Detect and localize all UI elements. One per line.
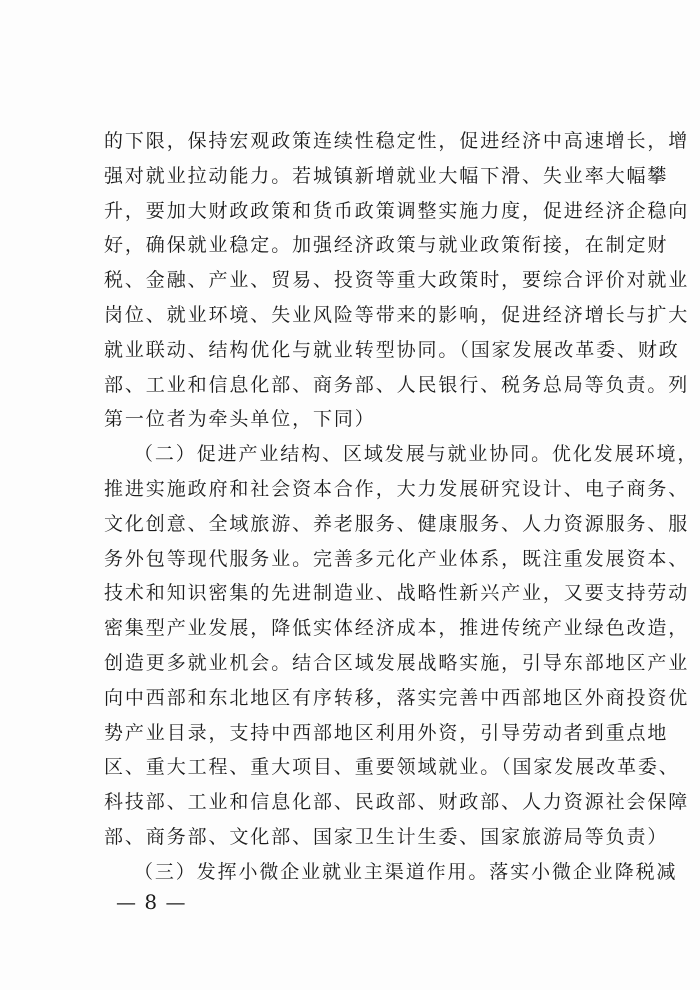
text-line: 技术和知识密集的先进制造业、战略性新兴产业，又要支持劳动 <box>104 582 690 605</box>
text-line: （二）促进产业结构、区域发展与就业协同。优化发展环境， <box>134 443 699 466</box>
text-line: 好，确保就业稳定。加强经济政策与就业政策衔接，在制定财 <box>104 234 669 257</box>
text-line: 区、重大工程、重大项目、重要领域就业。（国家发展改革委、 <box>104 756 680 779</box>
text-line: 就业联动、结构优化与就业转型协同。（国家发展改革委、财政 <box>104 338 680 361</box>
text-line: 第一位者为牵头单位，下同） <box>104 408 376 431</box>
text-line: 科技部、工业和信息化部、民政部、财政部、人力资源社会保障 <box>104 791 690 814</box>
page-number: — 8 — <box>116 890 187 914</box>
text-line: 密集型产业发展，降低实体经济成本，推进传统产业绿色改造， <box>104 617 690 640</box>
text-line: 势产业目录，支持中西部地区利用外资，引导劳动者到重点地 <box>104 721 669 744</box>
text-line: 推进实施政府和社会资本合作，大力发展研究设计、电子商务、 <box>104 477 690 500</box>
text-line: 部、商务部、文化部、国家卫生计生委、国家旅游局等负责） <box>104 825 669 848</box>
text-line: 升，要加大财政政策和货币政策调整实施力度，促进经济企稳向 <box>104 199 690 222</box>
text-line: 税、金融、产业、贸易、投资等重大政策时，要综合评价对就业 <box>104 269 690 292</box>
text-line: （三）发挥小微企业就业主渠道作用。落实小微企业降税减 <box>134 860 678 883</box>
text-line: 部、工业和信息化部、商务部、人民银行、税务总局等负责。列 <box>104 373 690 396</box>
text-line: 的下限，保持宏观政策连续性稳定性，促进经济中高速增长，增 <box>104 130 690 152</box>
text-line: 岗位、就业环境、失业风险等带来的影响，促进经济增长与扩大 <box>104 303 690 326</box>
body-text <box>104 124 699 890</box>
text-line: 强对就业拉动能力。若城镇新增就业大幅下滑、失业率大幅攀 <box>104 164 669 187</box>
text-line: 务外包等现代服务业。完善多元化产业体系，既注重发展资本、 <box>104 547 690 570</box>
text-line: 文化创意、全域旅游、养老服务、健康服务、人力资源服务、服 <box>104 512 690 535</box>
text-line: 向中西部和东北地区有序转移，落实完善中西部地区外商投资优 <box>104 686 690 709</box>
text-line: 创造更多就业机会。结合区域发展战略实施，引导东部地区产业 <box>104 651 690 674</box>
